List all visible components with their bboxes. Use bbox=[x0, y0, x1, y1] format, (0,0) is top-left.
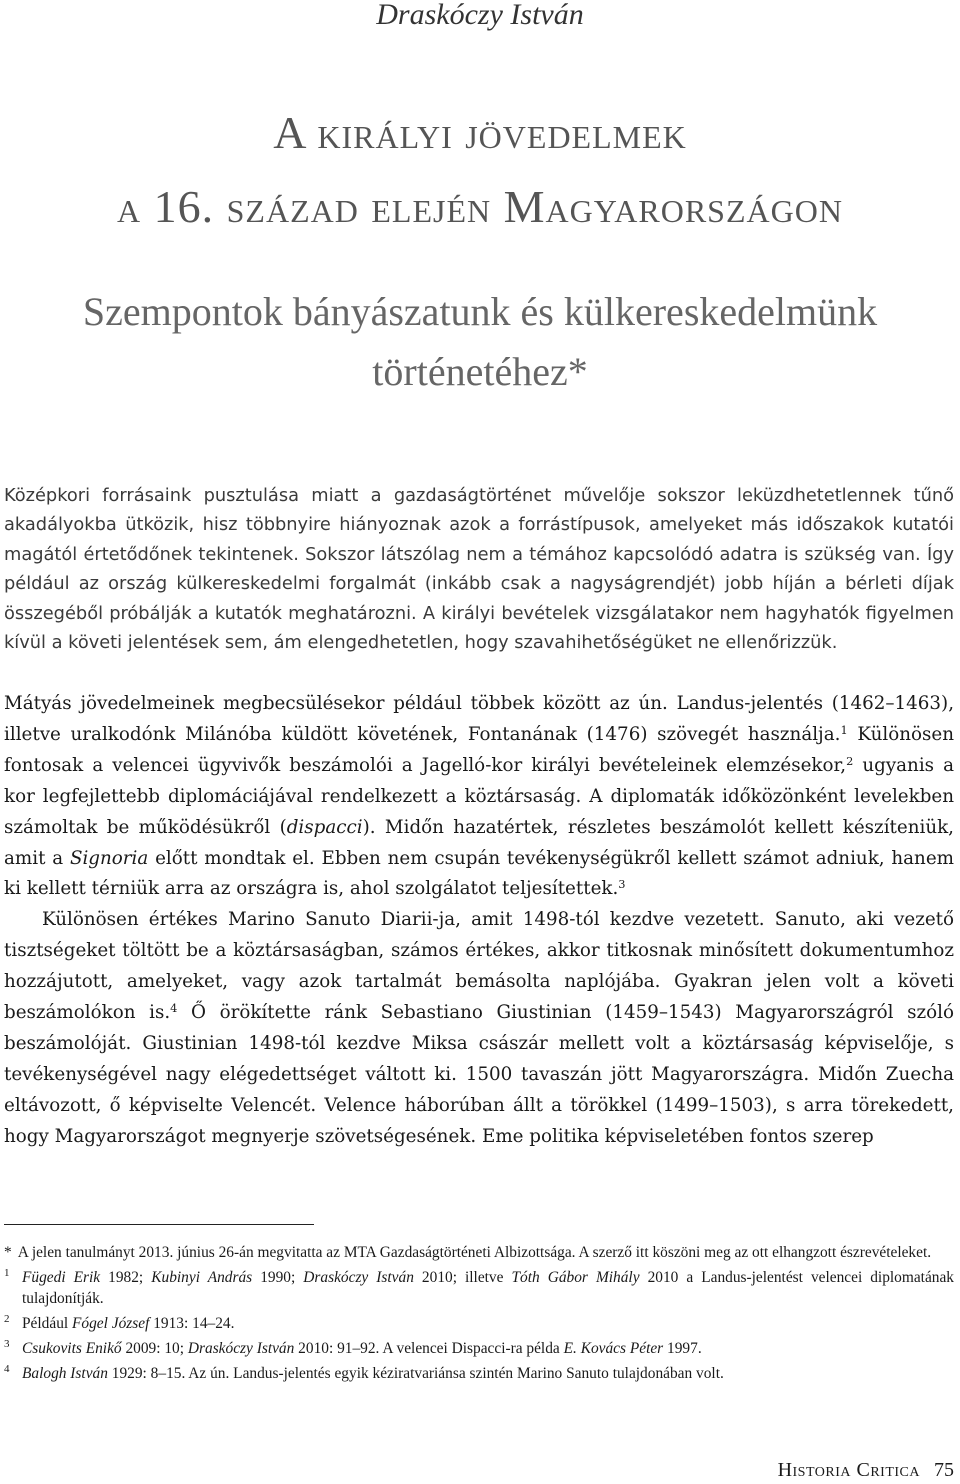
cited-author: Kubinyi András bbox=[151, 1269, 253, 1286]
body-text bbox=[4, 689, 954, 1153]
text-run: 1997. bbox=[663, 1340, 702, 1357]
footnote-4 bbox=[4, 1363, 954, 1384]
footnote-separator bbox=[4, 1224, 314, 1225]
text-run: 1990; bbox=[252, 1269, 304, 1286]
title-line-2: a 16. század elején Magyarországon bbox=[117, 181, 843, 232]
body-paragraph-2 bbox=[4, 905, 954, 1152]
footnote-mark: * bbox=[4, 1244, 12, 1261]
text-run: Mátyás jövedelmeinek megbecsülésekor például többek között az ún. Landus-jelentés (1462–1463), illetve uralkodónk Milánóba küldött követének, Fontanának (1476) szövegét használja. bbox=[4, 693, 954, 745]
journal-name: Historia Critica bbox=[777, 1459, 920, 1481]
cited-author: Balogh István bbox=[22, 1365, 108, 1382]
text-run: 2010; illetve bbox=[413, 1269, 512, 1286]
cited-author: Csukovits Enikő bbox=[22, 1340, 122, 1357]
footnote-mark: 2 bbox=[4, 1313, 10, 1325]
text-run: Különösen fontosak a velencei ügyvivők beszámolói a Jagelló-kor királyi bevételeinek elemzésekor, bbox=[4, 723, 954, 776]
italic-term-dispacci: dispacci bbox=[286, 816, 363, 838]
text-run: 2009: 10; bbox=[121, 1340, 188, 1357]
footnote-mark: 1 bbox=[4, 1267, 10, 1279]
footnote-ref-1[interactable]: 1 bbox=[840, 722, 848, 737]
subtitle-line-1: Szempontok bányászatunk és külkereskedelmünk bbox=[82, 289, 878, 334]
text-run: Ő örökítette ránk Sebastiano Giustinian (1459–1543) Magyarországról szóló beszámolóját. Giustinian 1498-tól kezdve Miksa császár mellett volt a köztársaság képviselője, s tevékenységével nagy elégedettséget váltott ki. 1500 tavaszán jött Magyarországra. Midőn Zuecha eltávozott, ő képviselte Velencét. Velence háborúban állt a törökkel (1499–1503), s arra törekedett, hogy Magyarországot megnyerje szövetségesének. Eme politika képviseletében fontos szerep bbox=[4, 1002, 954, 1147]
cited-author: Draskóczy István bbox=[303, 1269, 414, 1286]
text-run: ). Midőn hazatértek, részletes beszámolót kellett készíteniük, amit a bbox=[4, 816, 954, 869]
text-run: előtt mondtak el. Ebben nem csupán tevékenységükről kellett számot adniuk, hanem ki kellett térniük arra az országra is, ahol szolgálatot teljesítettek. bbox=[4, 847, 954, 900]
cited-author: Fógel József bbox=[72, 1315, 150, 1332]
page-footer bbox=[778, 1458, 954, 1482]
footnote-text: A jelen tanulmányt 2013. június 26-án megvitatta az MTA Gazdaságtörténeti Albizottsága. A szerző itt köszöni meg az ott elhangzott észrevételeket. bbox=[17, 1244, 932, 1261]
subtitle-line-2: történetéhez* bbox=[372, 349, 588, 394]
text-run: 1913: 14–24. bbox=[149, 1315, 235, 1332]
footnote-3 bbox=[4, 1338, 954, 1359]
footnote-star bbox=[4, 1242, 954, 1263]
footnote-mark: 3 bbox=[4, 1338, 10, 1350]
abstract-paragraph: Középkori forrásaink pusztulása miatt a gazdaságtörténet művelője sokszor leküzdhetetlennek tűnő akadályokba ütközik, hisz többnyire hiányoznak azok a forrástípusok, amelyeket más időszakok kutatói magától értetődőnek tekintenek. Sokszor látszólag nem a témához kapcsolódó adatra is szükség van. Így például az ország külkereskedelmi forgalmát (inkább csak a nagyságrendjét) jobb híján a bérleti díjak összegéből próbálják a kutatók meghatározni. A királyi bevételek vizsgálatakor nem hagyhatók figyelmen kívül a követi jelentések sem, ám elengedhetetlen, hogy szavahihetőségüket ne ellenőrizzük. bbox=[4, 485, 954, 654]
footnote-ref-3[interactable]: 3 bbox=[618, 877, 626, 892]
cited-author: Draskóczy István bbox=[187, 1340, 295, 1357]
text-run: 2010 a Landus-jelentést velencei diplomatának tulajdonítják. bbox=[22, 1269, 955, 1307]
article-title bbox=[0, 96, 960, 244]
footnote-mark: 4 bbox=[4, 1363, 10, 1375]
footnotes bbox=[4, 1242, 954, 1388]
footnote-1 bbox=[4, 1267, 954, 1309]
text-run: 1982; bbox=[100, 1269, 152, 1286]
text-run: 1929: 8–15. Az ún. Landus-jelentés egyik kéziratvariánsa szintén Marino Sanuto tulajdonában volt. bbox=[107, 1365, 724, 1382]
footnote-ref-4[interactable]: 4 bbox=[170, 1000, 178, 1015]
cited-author: Fügedi Erik bbox=[22, 1269, 101, 1286]
title-line-1: A királyi jövedelmek bbox=[273, 107, 687, 158]
text-run: 2010: 91–92. A velencei Dispacci-ra példa bbox=[294, 1340, 564, 1357]
body-paragraph-1 bbox=[4, 689, 954, 905]
cited-author: E. Kovács Péter bbox=[563, 1340, 664, 1357]
footnote-2 bbox=[4, 1313, 954, 1334]
author-name: Draskóczy István bbox=[376, 0, 584, 31]
footnote-ref-2[interactable]: 2 bbox=[846, 753, 854, 768]
text-run: ugyanis a kor legfejlettebb diplomáciájával rendelkezett a köztársaság. A diplomaták időközönként levelekben számoltak be működésükről ( bbox=[4, 754, 954, 838]
italic-term-signoria: Signoria bbox=[69, 847, 149, 869]
text-run: Például bbox=[22, 1315, 73, 1332]
article-subtitle bbox=[0, 282, 960, 402]
text-run: Különösen értékes Marino Sanuto Diarii-ja, amit 1498-tól kezdve vezetett. Sanuto, aki vezető tisztségeket töltött be a köztársaságban, számos értékes, akkor titkosnak minősített dokumentumhoz hozzájutott, amelyeket, vagy azok tartalmát bemásolta naplójába. Gyakran jelen volt a követi beszámolókon is. bbox=[4, 909, 954, 1024]
cited-author: Tóth Gábor Mihály bbox=[511, 1269, 640, 1286]
page-number: 75 bbox=[934, 1459, 954, 1481]
